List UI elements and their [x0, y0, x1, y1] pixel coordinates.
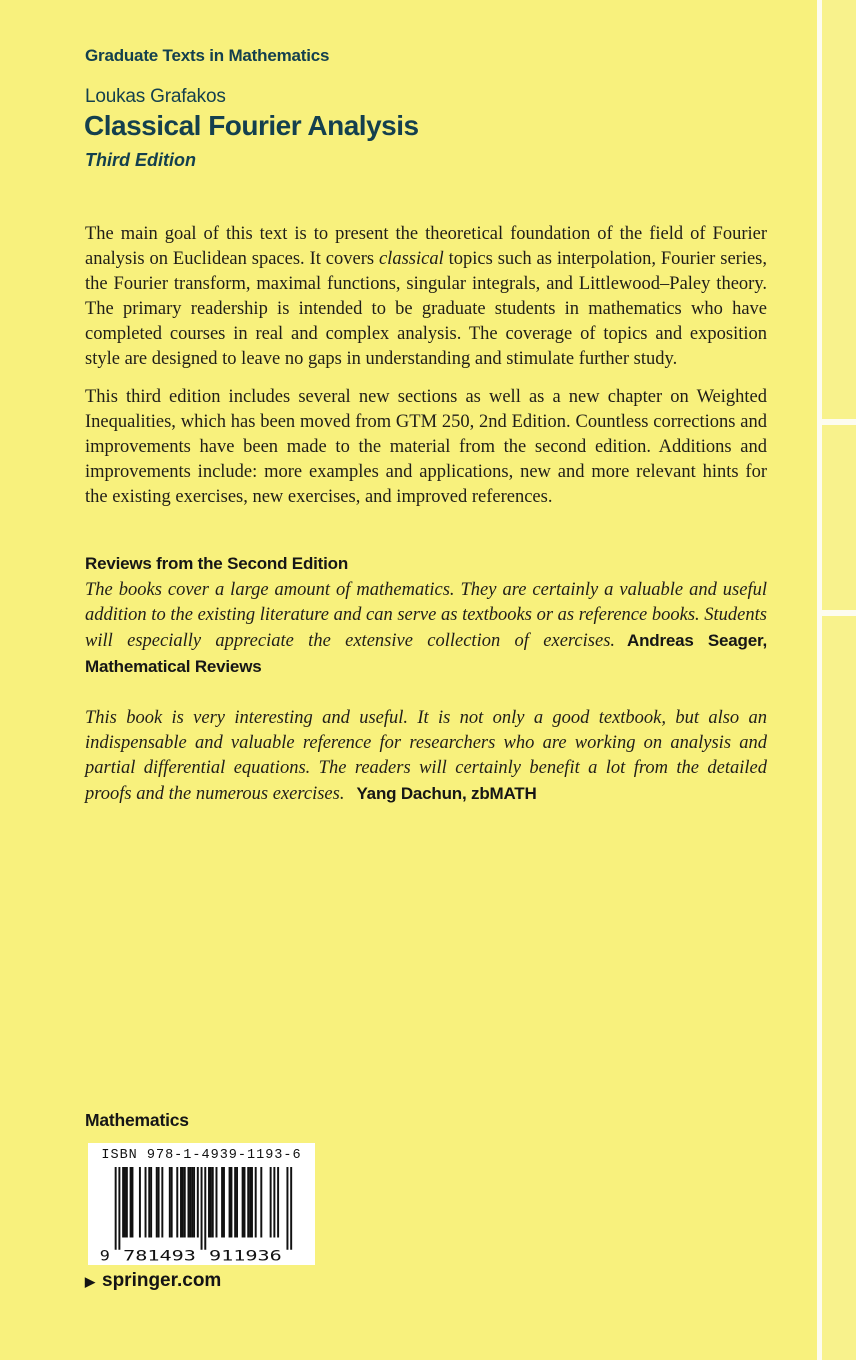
- ean13-barcode-icon: [96, 1167, 307, 1262]
- synopsis-p1-italic-word: classical: [378, 249, 444, 269]
- review-quote-1: [85, 578, 767, 680]
- cover-edge-strip: [822, 0, 856, 1360]
- book-title: Classical Fourier Analysis: [84, 110, 419, 141]
- review-quote-2: [85, 706, 767, 807]
- synopsis-p1-before: The main goal of this text is to present the theoretical foundation of the field of Fourier analysis on Euclidean spaces. It covers: [85, 224, 767, 269]
- publisher-url: springer.com: [102, 1270, 222, 1291]
- review-attribution-2: Yang Dachun, zbMATH: [356, 784, 537, 803]
- barcode-wrap: [96, 1167, 307, 1262]
- crop-line-vertical: [817, 0, 822, 1360]
- isbn-text: ISBN 978-1-4939-1193-6: [101, 1148, 302, 1163]
- author-name: Loukas Grafakos: [85, 86, 226, 107]
- springer-arrow-icon: ▶: [85, 1273, 95, 1289]
- review-quote-2-text: This book is very interesting and useful. It is not only a good textbook, but also an indispensable and valuable reference for researchers who are working on analysis and partial differential equations. The readers will certainly benefit a lot from the detailed proofs and the numerous exercises.: [85, 708, 767, 804]
- synopsis-paragraph-2: This third edition includes several new sections as well as a new chapter on Weighted Inequalities, which has been moved from GTM 250, 2nd Edition. Countless corrections and improvements have been made to the material from the second edition. Additions and improvements include: more examples and applications, new and more relevant hints for the existing exercises, new exercises, and improved references.: [85, 387, 767, 507]
- crop-mark-bottom: [817, 610, 856, 616]
- review-quote-1-text: The books cover a large amount of mathematics. They are certainly a valuable and useful addition to the existing literature and can serve as textbooks or as reference books. Students will especially appreciate the extensive collection of exercises.: [85, 580, 767, 651]
- isbn-box: [88, 1143, 315, 1265]
- publisher-line: [85, 1270, 221, 1292]
- crop-mark-top: [817, 419, 856, 425]
- reviews-section: [85, 554, 767, 833]
- synopsis: [85, 222, 767, 523]
- svg-text:911936: 911936: [208, 1247, 282, 1262]
- reviews-heading: Reviews from the Second Edition: [85, 554, 349, 573]
- synopsis-p1-after: topics such as interpolation, Fourier series, the Fourier transform, maximal functions, singular integrals, and Littlewood–Paley theory. The primary readership is intended to be graduate students in mathematics who have completed courses in real and complex analysis. The coverage of topics and exposition style are designed to leave no gaps in understanding and stimulate further study.: [85, 249, 767, 369]
- svg-text:781493: 781493: [123, 1247, 196, 1262]
- review-attribution-1: Andreas Seager, Mathematical Reviews: [85, 631, 767, 676]
- series-title: Graduate Texts in Mathematics: [85, 46, 330, 65]
- edition-label: Third Edition: [85, 150, 196, 170]
- svg-text:9: 9: [99, 1247, 110, 1262]
- category-label: Mathematics: [85, 1110, 189, 1130]
- synopsis-paragraph-1: [85, 222, 767, 372]
